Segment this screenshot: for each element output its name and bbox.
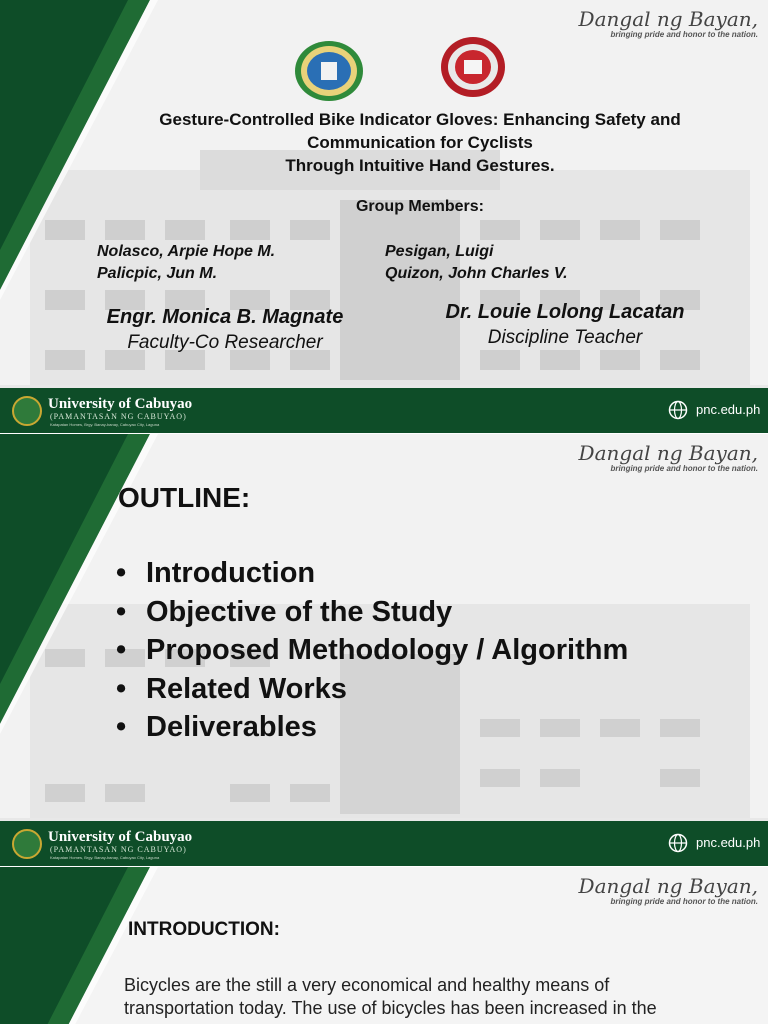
outline-item: • Deliverables — [116, 711, 317, 743]
footer-bar — [0, 385, 768, 433]
tagline-script: Dangal ng Bayan, — [578, 874, 758, 898]
group-members-heading: Group Members: — [355, 198, 484, 215]
advisor-1 — [80, 304, 370, 356]
outline-list — [116, 554, 628, 747]
footer-brand-sub: (PAMANTASAN NG CABUYAO) — [50, 845, 187, 854]
advisor-2 — [420, 299, 710, 351]
university-seal-logo — [294, 40, 364, 102]
footer-bar — [0, 818, 768, 866]
slide-title — [0, 0, 768, 433]
member-name: Quizon, John Charles V. — [385, 265, 568, 282]
university-seal-icon — [12, 829, 42, 859]
tagline — [579, 8, 758, 39]
outline-item: • Related Works — [116, 672, 347, 705]
title-line-3: Through Intuitive Hand Gestures. — [285, 156, 555, 175]
footer-url[interactable]: pnc.edu.ph — [696, 402, 761, 417]
tagline — [579, 442, 758, 473]
outline-item: • Objective of the Study — [116, 595, 453, 628]
tagline-script: Dangal ng Bayan, — [578, 441, 758, 465]
slide-introduction — [0, 867, 768, 1024]
title-line-1: Gesture-Controlled Bike Indicator Gloves: Enhancing Safety and — [159, 110, 681, 129]
globe-icon — [668, 833, 688, 853]
footer-address: Katapatan Homes, Brgy. Banay-banay, Cabuyao City, Laguna — [50, 422, 160, 427]
college-engineering-logo — [440, 36, 506, 98]
globe-icon — [668, 400, 688, 420]
tagline-sub: bringing pride and honor to the nation. — [610, 897, 758, 906]
outline-heading: OUTLINE: — [118, 482, 251, 513]
tagline-sub: bringing pride and honor to the nation. — [610, 30, 758, 39]
members-right — [385, 241, 568, 285]
member-name: Palicpic, Jun M. — [97, 265, 218, 282]
advisor-role: Faculty-Co Researcher — [127, 332, 323, 353]
presentation-title — [100, 108, 740, 177]
tagline-sub: bringing pride and honor to the nation. — [610, 464, 758, 473]
member-name: Nolasco, Arpie Hope M. — [97, 243, 276, 260]
tagline — [579, 875, 758, 906]
footer-brand-sub: (PAMANTASAN NG CABUYAO) — [50, 412, 187, 421]
footer-url[interactable]: pnc.edu.ph — [696, 835, 761, 850]
introduction-heading: INTRODUCTION: — [128, 919, 280, 940]
outline-item: • Introduction — [116, 557, 316, 589]
members-left — [97, 241, 275, 285]
slide-outline — [0, 434, 768, 866]
member-name: Pesigan, Luigi — [385, 243, 494, 260]
footer-brand: University of Cabuyao — [48, 396, 193, 412]
advisor-name: Engr. Monica B. Magnate — [106, 306, 344, 328]
introduction-paragraph: Bicycles are the still a very economical and healthy means of transportation today. The use of bicycles has been increased in the — [124, 975, 657, 1018]
university-seal-icon — [12, 396, 42, 426]
tagline-script: Dangal ng Bayan, — [578, 7, 758, 31]
advisor-role: Discipline Teacher — [487, 327, 643, 348]
advisor-name: Dr. Louie Lolong Lacatan — [445, 301, 685, 323]
footer-brand: University of Cabuyao — [48, 829, 193, 845]
footer-address: Katapatan Homes, Brgy. Banay-banay, Cabuyao City, Laguna — [50, 855, 160, 860]
title-line-2: Communication for Cyclists — [307, 133, 533, 152]
outline-item: • Proposed Methodology / Algorithm — [116, 634, 629, 666]
